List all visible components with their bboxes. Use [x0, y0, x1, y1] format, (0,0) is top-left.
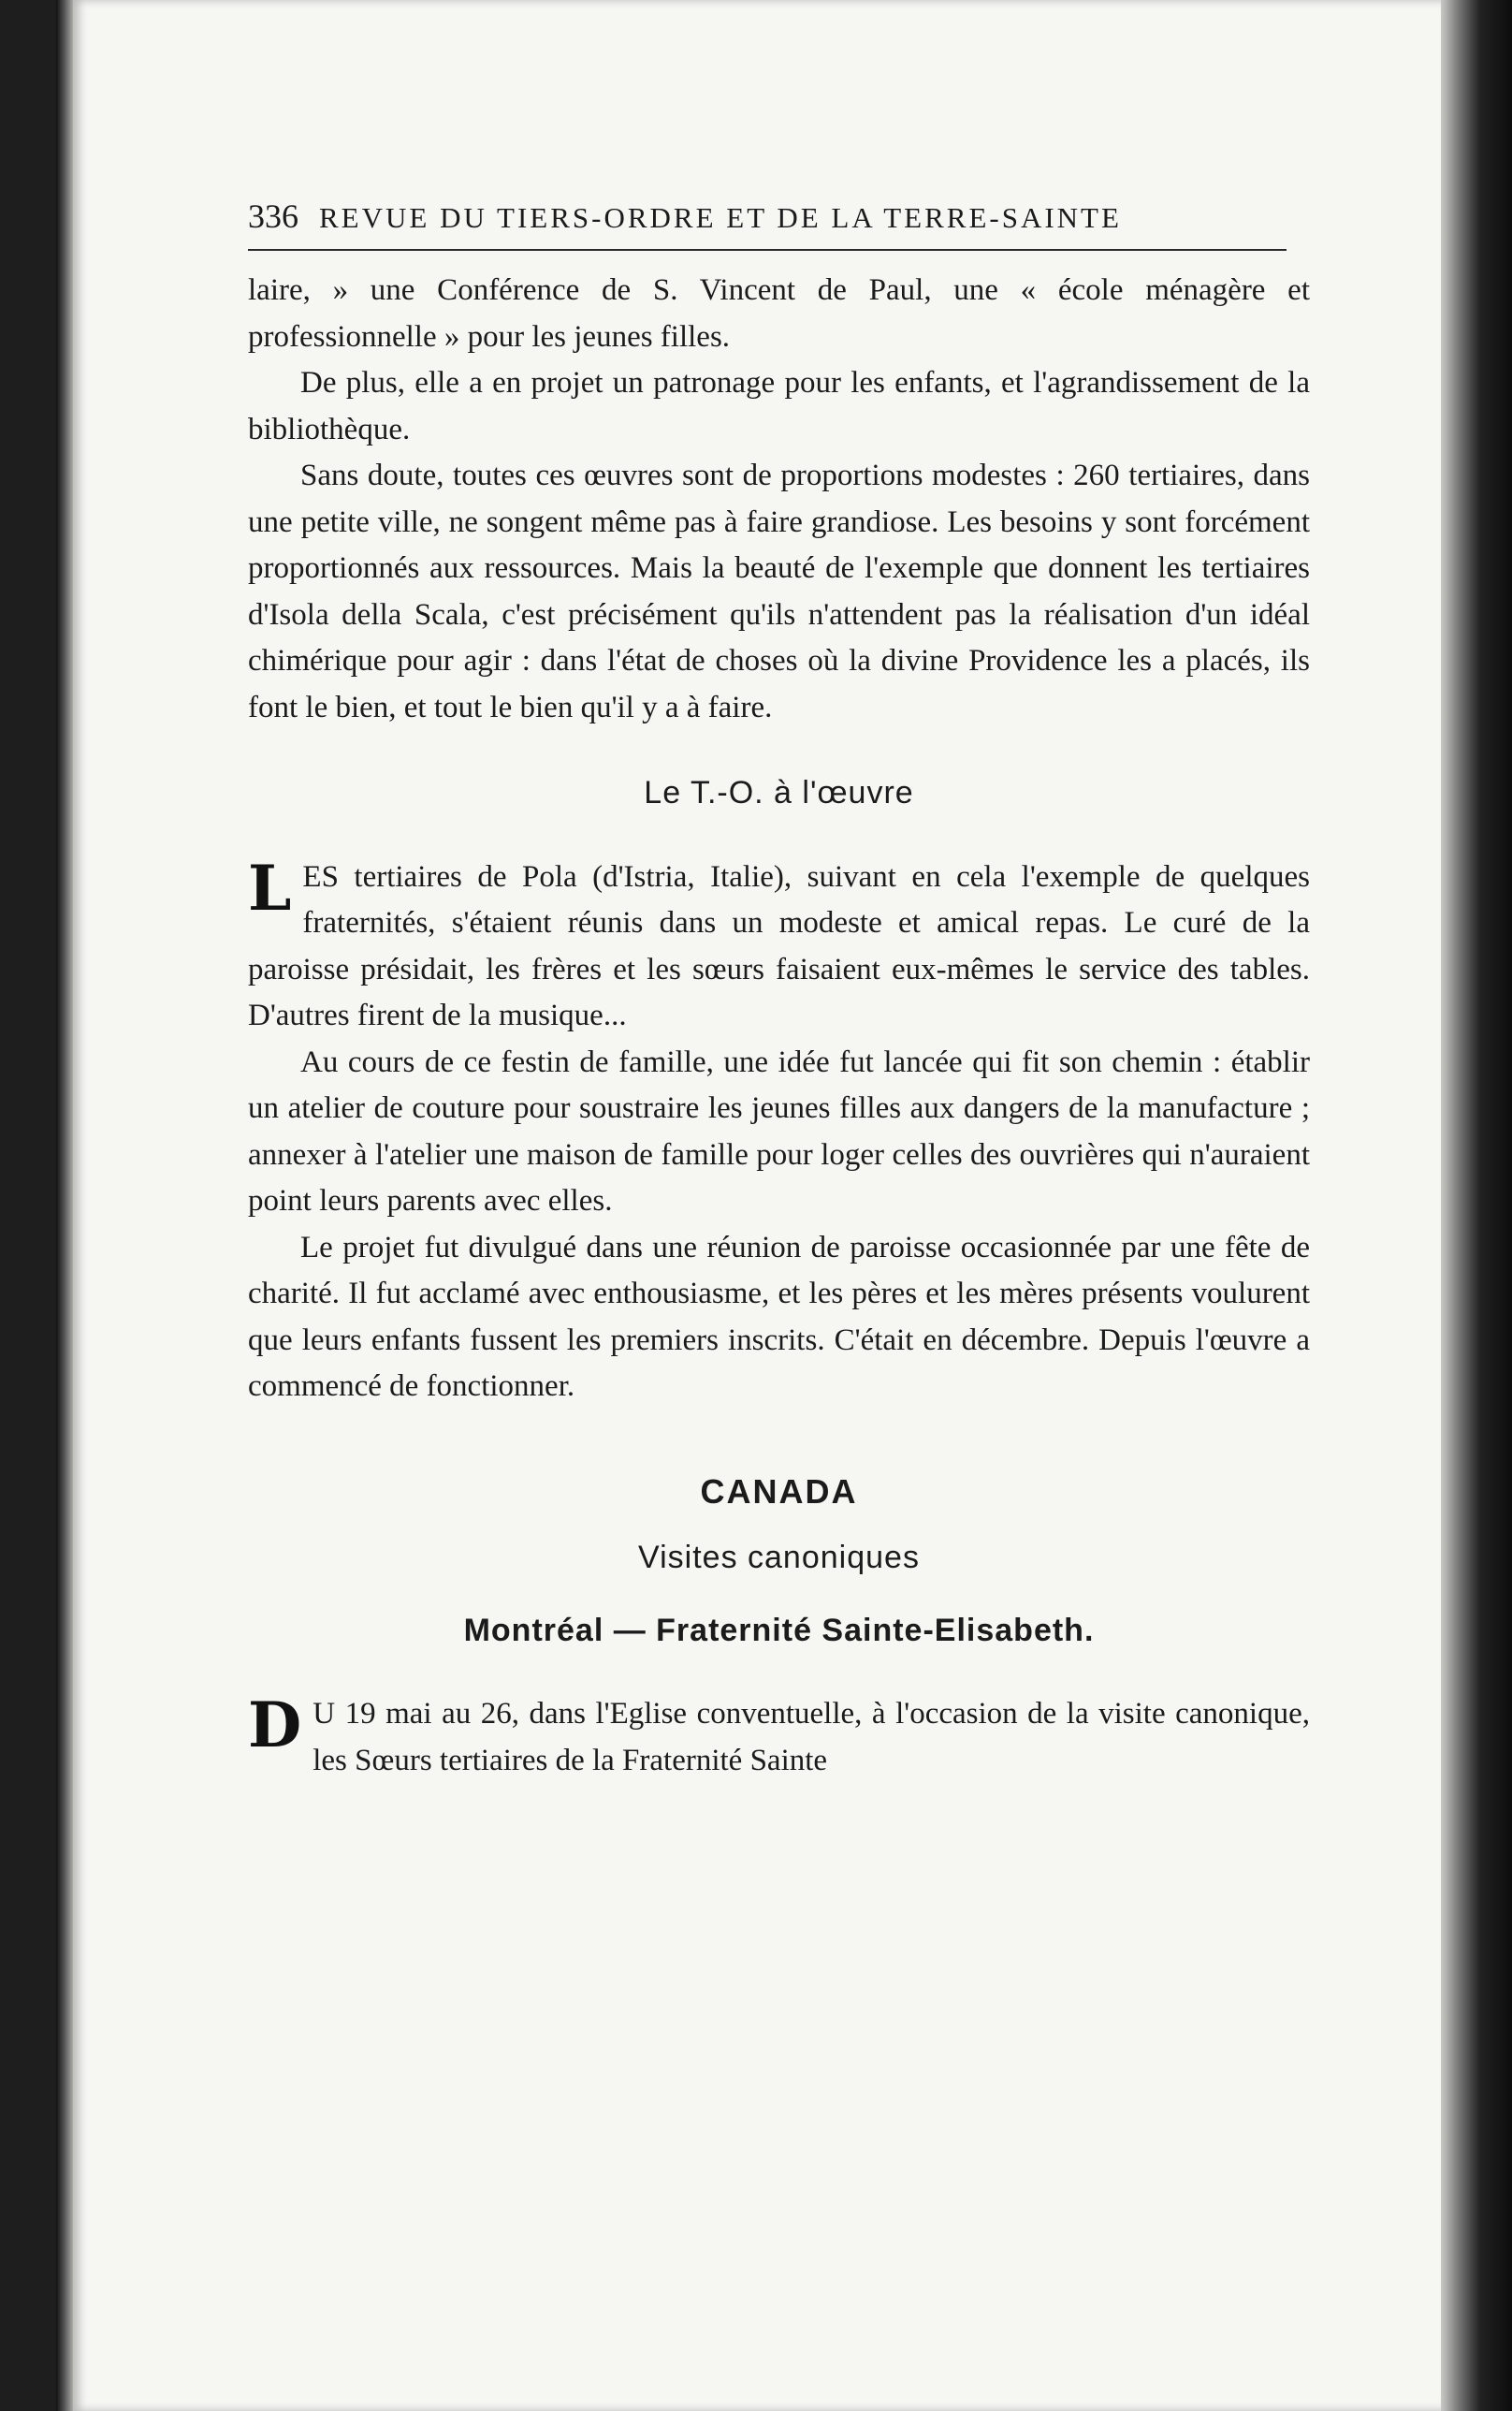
paragraph-continuation: laire, » une Conférence de S. Vincent de Paul, une « école ménagère et professionnelle » pour les jeunes filles. [248, 273, 1310, 354]
drop-cap: D [248, 1688, 302, 1761]
running-title: REVUE DU TIERS-ORDRE ET DE LA TERRE-SAINTE [319, 201, 1122, 234]
drop-cap: L [248, 851, 292, 925]
section-heading: Le T.-O. à l'œuvre [644, 775, 914, 811]
page-number: 336 [248, 197, 298, 235]
paragraph-with-drop-cap [248, 1688, 1310, 1784]
page-edge-shadow [1441, 0, 1512, 2411]
paragraph: Le projet fut divulgué dans une réunion de paroisse occasionnée par une fête de charité. Il fut acclamé avec enthousiasme, et les pères et les mères présents voulurent que leurs enfants fussent les premiers inscrits. C'était en décembre. Depuis l'œuvre a commencé de fonctionner. [248, 1230, 1310, 1403]
paragraph: De plus, elle a en projet un patronage pour les enfants, et l'agrandissement de la bibliothèque. [248, 366, 1310, 446]
running-head [248, 197, 1287, 251]
paragraph: Au cours de ce festin de famille, une idée fut lancée qui fit son chemin : établir un atelier de couture pour soustraire les jeunes filles aux dangers de la manufacture ; annexer à l'atelier une maison de famille pour loger celles des ouvrières qui n'auraient point leurs parents avec elles. [248, 1045, 1310, 1218]
paragraph-with-drop-cap [248, 851, 1310, 1040]
paragraph-text: U 19 mai au 26, dans l'Eglise conventuelle, à l'occasion de la visite canonique, les Sœurs tertiaires de la Fraternité Sainte [313, 1697, 1310, 1777]
country-heading: CANADA [700, 1471, 858, 1511]
paragraph: Sans doute, toutes ces œuvres sont de proportions modestes : 260 tertiaires, dans une petite ville, ne songent même pas à faire grandiose. Les besoins y sont forcément proportionnés aux ressources. Mais la beauté de l'exemple que donnent les tertiaires d'Isola della Scala, c'est précisément qu'ils n'attendent pas la réalisation d'un idéal chimérique pour agir : dans l'état de choses où la divine Providence les a placés, ils font le bien, et tout le bien qu'il y a à faire. [248, 459, 1310, 724]
page-content [248, 197, 1310, 1784]
place-heading: Montréal — Fraternité Sainte-Elisabeth. [463, 1612, 1095, 1648]
body-text [248, 268, 1310, 1784]
subheading: Visites canoniques [638, 1540, 920, 1575]
paragraph-text: ES tertiaires de Pola (d'Istria, Italie), suivant en cela l'exemple de quelques fraternités, s'étaient réunis dans un modeste et amical repas. Le curé de la paroisse présidait, les frères et les sœurs faisaient eux-mêmes le service des tables. D'autres firent de la musique... [248, 859, 1310, 1032]
